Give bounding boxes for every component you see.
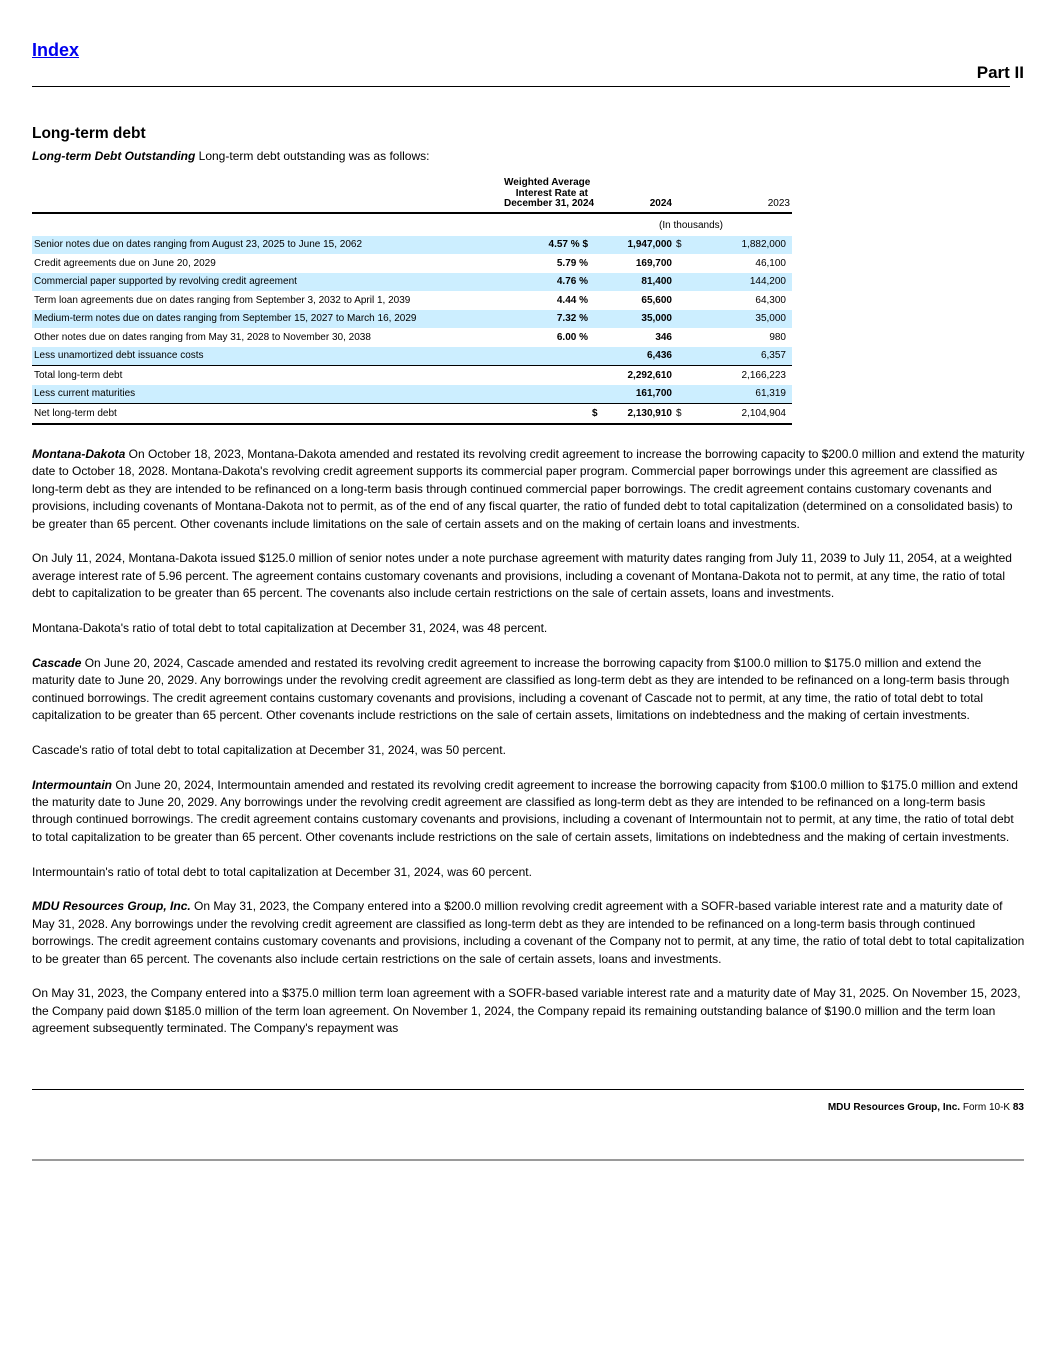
long-term-debt-table	[32, 178, 792, 425]
paragraph-intermountain-ratio: Intermountain's ratio of total debt to total capitalization at December 31, 2024, was 60 percent.	[32, 864, 532, 879]
row-rate: 6.00 %	[556, 331, 588, 343]
paragraph-montana-dakota-ratio: Montana-Dakota's ratio of total debt to total capitalization at December 31, 2024, was 48 percent.	[32, 621, 548, 636]
paragraph-lead: Montana-Dakota	[32, 447, 126, 461]
header-2023: 2023	[674, 178, 792, 213]
row-value-2024: 1,947,000	[602, 236, 674, 255]
row-value-2024: 346	[655, 331, 672, 343]
current-value-2024: 161,700	[602, 385, 674, 404]
paragraph-intermountain: Intermountain On June 20, 2024, Intermountain amended and restated its revolving credit agreement to increase the borrowing capacity from $100.0 million to $175.0 million and extend the maturity date to June 20, 2029. Any borrowings under the revolving credit agreement are classified as long-term debt as they are intended to be refinanced on a long-term basis through continued borrowings. The credit agreement contains customary covenants and provisions, including a covenant of Intermountain not to permit, at any time, the ratio of total debt to total capitalization to be greater than 65 percent. Other covenants include restrictions on the sale of certain assets, limitations on indebtedness and the making of certain investments.	[32, 777, 1018, 844]
row-rate: 4.76 %	[502, 273, 590, 292]
header-divider	[32, 86, 1010, 87]
row-label: Commercial paper supported by revolving credit agreement	[32, 273, 502, 292]
current-value-2023: 61,319	[686, 385, 792, 404]
row-value-2023: 35,000	[686, 310, 792, 329]
header-2024: 2024	[590, 178, 674, 213]
total-value-2024: 2,292,610	[602, 366, 674, 385]
net-label: Net long-term debt	[32, 404, 502, 424]
row-label: Other notes due on dates ranging from May 31, 2028 to November 30, 2038	[34, 331, 371, 343]
header-rate	[502, 177, 595, 213]
row-value-2024: 169,700	[635, 257, 672, 269]
net-currency-2024: $	[590, 404, 602, 424]
body-text	[32, 446, 1026, 1055]
paragraph-cascade-ratio: Cascade's ratio of total debt to total capitalization at December 31, 2024, was 50 percent.	[32, 742, 506, 757]
row-label: Credit agreements due on June 20, 2029	[34, 257, 216, 269]
units-label: (In thousands)	[659, 220, 723, 231]
current-label: Less current maturities	[32, 385, 502, 404]
table-row	[32, 273, 792, 292]
total-value-2023: 2,166,223	[686, 366, 792, 385]
row-value-2024: 6,436	[602, 347, 674, 366]
row-value-2023: 6,357	[686, 347, 792, 366]
page-number: 83	[1012, 1102, 1024, 1113]
index-link[interactable]: Index	[32, 40, 80, 60]
table-intro	[32, 149, 429, 163]
net-currency-2023: $	[674, 404, 686, 424]
footer-form: Form 10-K	[960, 1102, 1013, 1113]
part-heading: Part II	[976, 63, 1024, 82]
page-break-divider	[32, 1159, 1024, 1161]
footer-company: MDU Resources Group, Inc.	[827, 1102, 961, 1113]
row-rate: 7.32 %	[502, 310, 590, 329]
header-rate-line-1: Weighted Average	[504, 177, 591, 188]
row-rate: 4.57 % $	[502, 236, 590, 255]
row-label: Term loan agreements due on dates ranging from September 3, 2032 to April 1, 2039	[34, 294, 411, 306]
net-value-2023: 2,104,904	[686, 404, 792, 424]
current-maturities-row	[32, 385, 792, 404]
total-label: Total long-term debt	[32, 366, 502, 385]
header-rate-line-2: Interest Rate at	[515, 187, 588, 199]
paragraph-cascade: Cascade On June 20, 2024, Cascade amended and restated its revolving credit agreement to increase the borrowing capacity from $100.0 million to $175.0 million and extend the maturity date to June 20, 2029. Any borrowings under the revolving credit agreement are classified as long-term debt as they are intended to be refinanced on a long-term basis through continued borrowings. The credit agreement contains customary covenants and provisions, including a covenant of Cascade not to permit, at any time, the ratio of total debt to total capitalization to be greater than 65 percent. Other covenants include restrictions on the sale of certain assets, limitations on indebtedness and the making of certain investments.	[32, 655, 1010, 723]
table-row	[32, 254, 792, 273]
row-value-2024: 35,000	[602, 310, 674, 329]
row-label: Senior notes due on dates ranging from August 23, 2025 to June 15, 2062	[32, 236, 502, 255]
row-currency-2023: $	[674, 236, 686, 255]
row-value-2023: 64,300	[755, 294, 786, 306]
table-row	[32, 291, 792, 310]
paragraph-montana-dakota: Montana-Dakota On October 18, 2023, Montana-Dakota amended and restated its revolving credit agreement to increase the borrowing capacity to $200.0 million and extend the maturity date to October 18, 2028. Montana-Dakota's revolving credit agreement supports its commercial paper program. Commercial paper borrowings under this agreement are classified as long-term debt as they are intended to be refinanced on a long-term basis through continued commercial paper borrowings. The credit agreement contains customary covenants and provisions, including covenants of Montana-Dakota not to permit, as of the end of any fiscal quarter, the ratio of funded debt to total capitalization (determined on a consolidated basis) to be greater than 65 percent. Other covenants include limitations on the sale of certain assets and on the making of certain loans and investments.	[32, 447, 1025, 531]
paragraph-lead: Intermountain	[32, 777, 112, 792]
row-value-2024: 81,400	[602, 273, 674, 292]
total-row	[32, 366, 792, 385]
table-row	[32, 310, 792, 329]
header-rate-line-3: December 31, 2024	[504, 198, 595, 209]
paragraph-lead: Cascade	[32, 655, 82, 670]
table-row	[32, 328, 792, 347]
table-row	[32, 236, 792, 255]
row-rate: 4.44 %	[556, 294, 588, 306]
row-label: Medium-term notes due on dates ranging from September 15, 2027 to March 16, 2029	[32, 310, 502, 329]
table-row	[32, 347, 792, 366]
paragraph-mdu-resources: MDU Resources Group, Inc. On May 31, 2023, the Company entered into a $200.0 million revolving credit agreement with a SOFR-based variable interest rate and a maturity date of May 31, 2028. Any borrowings under the revolving credit agreement are classified as long-term debt as they are intended to be refinanced on a long-term basis through continued borrowings. The credit agreement contains customary covenants and provisions, including a covenant of the Company not to permit, at any time, the ratio of total debt to total capitalization to be greater than 65 percent. The covenants also include certain restrictions on the sale of certain assets, loans and investments.	[32, 899, 1025, 966]
row-value-2024: 65,600	[641, 294, 672, 306]
net-row	[32, 404, 792, 424]
footer-divider	[32, 1089, 1024, 1090]
row-value-2023: 980	[769, 331, 786, 343]
paragraph-lead: MDU Resources Group, Inc.	[32, 899, 191, 914]
row-rate	[502, 347, 590, 366]
table-header-row	[32, 178, 792, 213]
paragraph-senior-notes: On July 11, 2024, Montana-Dakota issued $125.0 million of senior notes under a note purchase agreement with maturity dates ranging from July 11, 2039 to July 11, 2054, at a weighted average interest rate of 5.96 percent. The agreement contains customary covenants and provisions, including a covenant of Montana-Dakota not to permit, at any time, the ratio of total debt to capitalization to be greater than 65 percent. The covenants also include certain restrictions on the sale of certain assets, loans and investments.	[32, 551, 1012, 601]
section-title: Long-term debt	[32, 125, 146, 142]
paragraph-term-loan: On May 31, 2023, the Company entered into a $375.0 million term loan agreement with a SOFR-based variable interest rate and a maturity date of May 31, 2025. On November 15, 2023, the Company paid down $185.0 million of the term loan agreement. On November 1, 2024, the Company repaid its remaining outstanding balance of $190.0 million and the term loan agreement subsequently terminated. The Company's repayment was	[32, 986, 1021, 1036]
row-rate: 5.79 %	[556, 257, 588, 269]
table-intro-text: Long-term debt outstanding was as follows:	[195, 149, 430, 163]
page-footer	[828, 1102, 1024, 1113]
header-blank	[32, 178, 502, 213]
units-row	[32, 213, 792, 236]
row-value-2023: 1,882,000	[686, 236, 792, 255]
row-label: Less unamortized debt issuance costs	[32, 347, 502, 366]
row-value-2023: 46,100	[755, 257, 786, 269]
row-value-2023: 144,200	[686, 273, 792, 292]
table-intro-lead: Long-term Debt Outstanding	[32, 149, 196, 163]
net-value-2024: 2,130,910	[602, 404, 674, 424]
